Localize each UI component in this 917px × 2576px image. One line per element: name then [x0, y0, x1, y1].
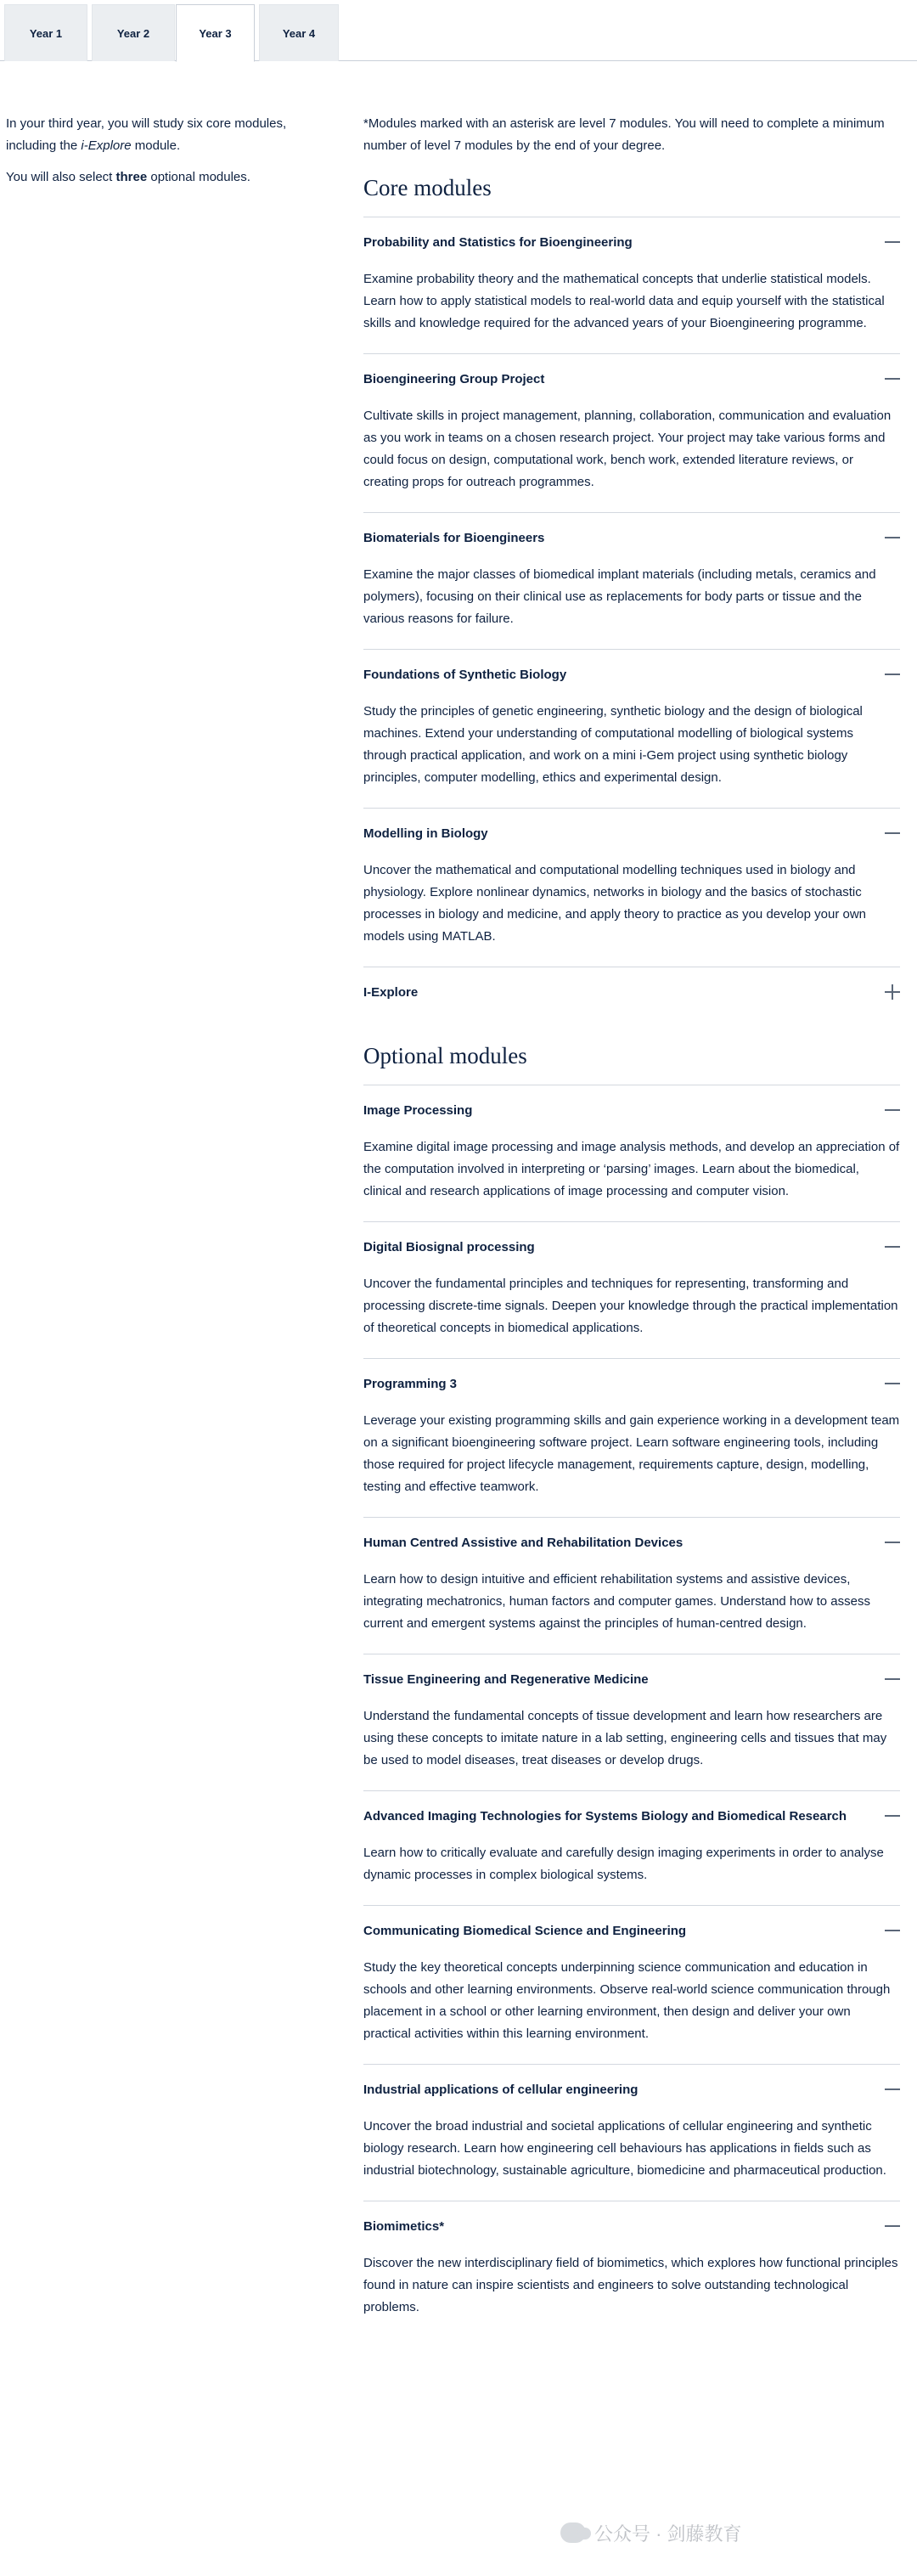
module-title: Foundations of Synthetic Biology: [363, 667, 567, 682]
module-accordion-item: [363, 2201, 900, 2337]
module-title: Biomimetics*: [363, 2218, 445, 2234]
tab-year-4[interactable]: Year 4: [259, 4, 339, 61]
collapse-minus-icon[interactable]: [885, 2082, 900, 2097]
optional-modules-heading: Optional modules: [363, 1043, 527, 1068]
collapse-minus-icon[interactable]: [885, 1535, 900, 1550]
module-toggle[interactable]: [363, 967, 900, 1017]
wechat-logo-icon: [560, 2522, 586, 2543]
module-title: Digital Biosignal processing: [363, 1239, 535, 1254]
module-accordion-item: [363, 512, 900, 649]
module-description: Examine digital image processing and image analysis methods, and develop an appreciation of the computation involved in interpreting or ‘parsing’ images. Learn about the biomedical, clinical and research applications of image processing and computer vision.: [363, 1140, 900, 1198]
module-toggle[interactable]: [363, 1791, 900, 1840]
module-description: Uncover the fundamental principles and techniques for representing, transforming and processing discrete-time signals. Deepen your knowledge through the practical implementation of theoretical concepts in biomedical applications.: [363, 1277, 898, 1335]
collapse-minus-icon[interactable]: [885, 1923, 900, 1938]
tab-year-3[interactable]: Year 3: [176, 4, 255, 62]
expand-plus-icon[interactable]: [885, 984, 900, 1000]
module-title: Tissue Engineering and Regenerative Medicine: [363, 1671, 649, 1687]
year-tabs: [0, 0, 917, 61]
module-toggle[interactable]: [363, 513, 900, 562]
module-toggle[interactable]: [363, 217, 900, 267]
module-accordion-item: [363, 1221, 900, 1358]
modules-column: [363, 113, 900, 2337]
collapse-minus-icon[interactable]: [885, 2218, 900, 2234]
collapse-minus-icon[interactable]: [885, 1102, 900, 1118]
collapse-minus-icon[interactable]: [885, 1239, 900, 1254]
collapse-minus-icon[interactable]: [885, 1376, 900, 1391]
module-toggle[interactable]: [363, 1359, 900, 1408]
watermark-text: 公众号 · 剑藤教育: [594, 2522, 742, 2545]
module-accordion-item: [363, 1517, 900, 1654]
module-toggle[interactable]: [363, 354, 900, 403]
module-toggle[interactable]: [363, 1222, 900, 1271]
module-toggle[interactable]: [363, 2201, 900, 2251]
module-toggle[interactable]: [363, 1085, 900, 1135]
module-toggle[interactable]: [363, 809, 900, 858]
tab-year-1[interactable]: Year 1: [4, 4, 87, 61]
module-description: Learn how to critically evaluate and carefully design imaging experiments in order to analyse dynamic processes in complex biological systems.: [363, 1846, 884, 1882]
module-accordion-item: [363, 1905, 900, 2064]
module-title: Communicating Biomedical Science and Engineering: [363, 1923, 687, 1938]
module-toggle[interactable]: [363, 1654, 900, 1704]
year-intro: [6, 113, 312, 189]
module-toggle[interactable]: [363, 650, 900, 699]
level-7-note: *Modules marked with an asterisk are level 7 modules. You will need to complete a minimum number of level 7 modules by the end of your degree.: [363, 116, 885, 153]
module-description: Uncover the broad industrial and societal applications of cellular engineering and synthetic biology research. Learn how engineering cell behaviours has applications in fields such as industrial biotechnology, sustainable agriculture, biomedicine and pharmaceutical production.: [363, 2119, 886, 2178]
module-description: Cultivate skills in project management, planning, collaboration, communication and evaluation as you work in teams on a chosen research project. Your project may take various forms and could focus on design, computational work, bench work, extended literature reviews, or creating props for outreach programmes.: [363, 409, 892, 489]
collapse-minus-icon[interactable]: [885, 826, 900, 841]
collapse-minus-icon[interactable]: [885, 371, 900, 386]
module-accordion-item: [363, 808, 900, 967]
module-description: Leverage your existing programming skills and gain experience working in a development team on a significant bioengineering software project. Learn software engineering tools, including those required for project lifecycle management, requirements capture, design, modelling, testing and effective teamwork.: [363, 1413, 900, 1494]
module-description: Uncover the mathematical and computational modelling techniques used in biology and physiology. Explore nonlinear dynamics, networks in biology and the basics of stochastic processes in biology and medicine, and apply theory to practice as you develop your own models using MATLAB.: [363, 863, 867, 944]
module-title: Human Centred Assistive and Rehabilitation Devices: [363, 1535, 684, 1550]
module-toggle[interactable]: [363, 1518, 900, 1567]
module-title: Image Processing: [363, 1102, 473, 1118]
collapse-minus-icon[interactable]: [885, 530, 900, 545]
module-toggle[interactable]: [363, 2065, 900, 2114]
collapse-minus-icon[interactable]: [885, 667, 900, 682]
intro-core-text: In your third year, you will study six core modules, including the i-Explore module.: [6, 116, 287, 153]
module-toggle[interactable]: [363, 1906, 900, 1955]
module-accordion-item: [363, 353, 900, 512]
module-description: Examine probability theory and the mathematical concepts that underlie statistical models. Learn how to apply statistical models to real-world data and equip yourself with the statistical skills and knowledge required for the advanced years of your Bioengineering programme.: [363, 272, 885, 330]
collapse-minus-icon[interactable]: [885, 1808, 900, 1823]
module-title: I-Explore: [363, 984, 419, 1000]
core-modules-list: [363, 217, 900, 1017]
module-accordion-item: [363, 649, 900, 808]
module-accordion-item: [363, 1654, 900, 1790]
module-title: Industrial applications of cellular engineering: [363, 2082, 639, 2097]
module-title: Probability and Statistics for Bioengineering: [363, 234, 633, 250]
intro-optional-text: You will also select three optional modules.: [6, 170, 250, 184]
module-description: Study the principles of genetic engineering, synthetic biology and the design of biological machines. Extend your understanding of computational modelling of biological systems through practical application, and work on a mini i-Gem project using synthetic biology principles, computer modelling, ethics and experimental design.: [363, 704, 863, 785]
module-accordion-item: [363, 1358, 900, 1517]
module-accordion-item: [363, 967, 900, 1017]
tab-year-2[interactable]: Year 2: [92, 4, 175, 61]
module-description: Understand the fundamental concepts of tissue development and learn how researchers are using these concepts to imitate nature in a lab setting, engineering cells and tissues that may be used to model diseases, treat diseases or develop drugs.: [363, 1709, 887, 1767]
module-description: Discover the new interdisciplinary field of biomimetics, which explores how functional principles found in nature can inspire scientists and engineers to solve outstanding technological problems.: [363, 2256, 898, 2314]
module-title: Biomaterials for Bioengineers: [363, 530, 545, 545]
module-description: Study the key theoretical concepts underpinning science communication and education in schools and other learning environments. Observe real-world science communication through placement in a school or other learning environment, then design and deliver your own practical activities within this learning environment.: [363, 1960, 891, 2041]
module-accordion-item: [363, 1085, 900, 1221]
module-title: Bioengineering Group Project: [363, 371, 545, 386]
module-accordion-item: [363, 1790, 900, 1905]
core-modules-heading: Core modules: [363, 175, 492, 200]
module-title: Advanced Imaging Technologies for Systems Biology and Biomedical Research: [363, 1808, 847, 1823]
module-accordion-item: [363, 2064, 900, 2201]
optional-modules-list: [363, 1085, 900, 2337]
module-description: Examine the major classes of biomedical implant materials (including metals, ceramics and polymers), focusing on their clinical use as replacements for body parts or tissue and the various reasons for failure.: [363, 567, 876, 626]
watermark: [560, 2516, 900, 2550]
collapse-minus-icon[interactable]: [885, 234, 900, 250]
collapse-minus-icon[interactable]: [885, 1671, 900, 1687]
module-title: Modelling in Biology: [363, 826, 488, 841]
module-title: Programming 3: [363, 1376, 458, 1391]
module-accordion-item: [363, 217, 900, 353]
module-description: Learn how to design intuitive and efficient rehabilitation systems and assistive devices, integrating mechatronics, human factors and computer games. Understand how to assess current and emergent systems against the principles of human-centred design.: [363, 1572, 870, 1631]
